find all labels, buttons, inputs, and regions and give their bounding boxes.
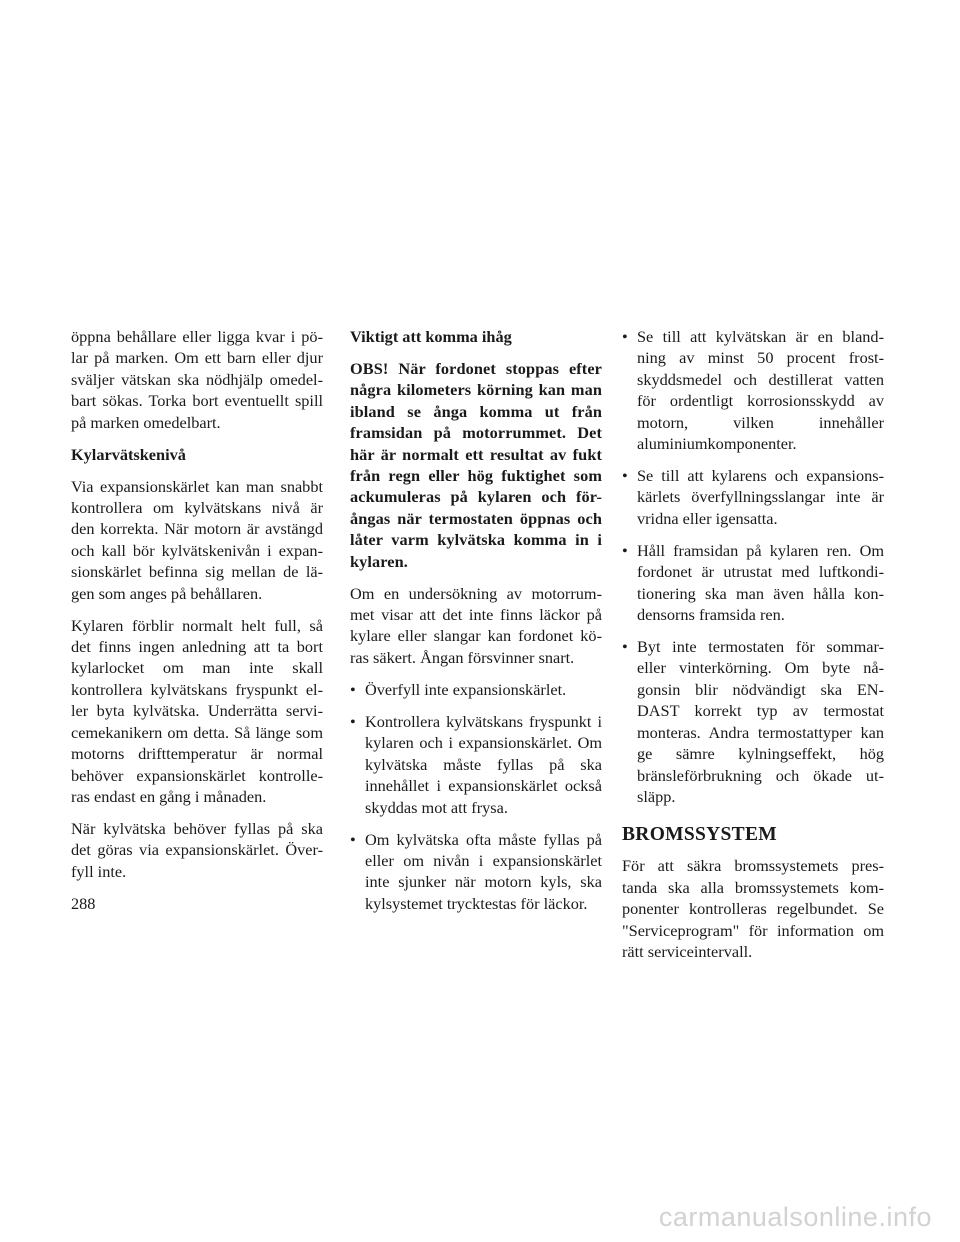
bullet-icon: • bbox=[622, 327, 628, 346]
list-item: • Se till att kylarens och expansions- kärlets överfyllningsslangar inte är vridna eller igensatta. bbox=[622, 466, 884, 528]
bullet-icon: • bbox=[350, 829, 356, 849]
watermark: carmanualsonline.info bbox=[658, 1202, 932, 1232]
list-item: • Kontrollera kylvätskans fryspunkt i kylaren och i expansionskärlet. Om kylvätska måste fyllas på ska innehållet i expansionskärlet också skyddas mot att frysa. bbox=[350, 711, 602, 817]
page-number: 288 bbox=[71, 894, 96, 913]
list-item: • Överfyll inte expansionskärlet. bbox=[350, 679, 567, 699]
paragraph-brakes: För att säkra bromssystemets pres- tanda ska alla bromssystemets kom- ponenter kontrolleras regelbundet. Se "Serviceprogram" för information om rätt serviceintervall. bbox=[622, 856, 884, 961]
paragraph-expansion-tank: Via expansionskärlet kan man snabbt kontrollera om kylvätskans nivå är den korrekta. När motorn är avstängd och kall bör kylvätskenivån i expan- sionskärlet befinna sig mellan de lä- gen som anges på behållaren. bbox=[71, 476, 323, 603]
bullet-list-right bbox=[622, 326, 884, 807]
heading-coolant-level: Kylarvätskenivå bbox=[71, 444, 186, 464]
column-right bbox=[622, 326, 884, 973]
paragraph-refill: När kylvätska behöver fyllas på ska det göras via expansionskärlet. Över- fyll inte. bbox=[71, 818, 323, 881]
bullet-icon: • bbox=[350, 679, 356, 699]
note-steam: OBS! När fordonet stoppas efter några kilometers körning kan man ibland se ånga komma ut från framsidan på motorrummet. Det här är normalt ett resultat av fukt från regn eller hög fuktighet som ackumuleras på kylaren och för- ångas när termostaten öppnas och låter varm kylvätska komma in i kylaren. bbox=[350, 359, 602, 571]
bullet-icon: • bbox=[622, 466, 628, 486]
bullet-list-middle bbox=[350, 679, 602, 914]
paragraph-inspection: Om en undersökning av motorrum- met visar att det inte finns läckor på kylare eller slangar kan fordonet kö- ras säkert. Ångan försvinner snart. bbox=[350, 583, 602, 667]
list-item: • Om kylvätska ofta måste fyllas på eller om nivån i expansionskärlet inte sjunker när motorn kyls, ska kylsystemet trycktestas för läckor. bbox=[350, 829, 602, 913]
list-item: • Håll framsidan på kylaren ren. Om fordonet är utrustat med luftkondi- tionering ska man även hålla kon- densorns framsida ren. bbox=[622, 540, 884, 625]
heading-important: Viktigt att komma ihåg bbox=[350, 327, 512, 346]
paragraph-spill-warning: öppna behållare eller ligga kvar i pö- lar på marken. Om ett barn eller djur sväljer vätskan ska nödhjälp omedel- bart sökas. Torka bort eventuellt spill på marken omedelbart. bbox=[71, 327, 323, 432]
list-item: • Byt inte termostaten för sommar- eller vinterkörning. Om byte nå- gonsin blir nödvändigt ska EN- DAST korrekt typ av termostat monteras. Andra termostattyper kan ge sämre kylningseffekt, hög bränsleförbrukning och ökade ut- släpp. bbox=[622, 637, 884, 806]
list-item: • Se till att kylvätskan är en bland- ning av minst 50 procent frost- skyddsmedel och destillerat vatten för ordentligt korrosionsskydd av motorn, vilken innehåller aluminiumkomponenter. bbox=[622, 327, 884, 454]
section-title-brakes: BROMSSYSTEM bbox=[622, 824, 777, 846]
column-middle bbox=[350, 326, 602, 925]
column-left bbox=[71, 326, 323, 893]
bullet-icon: • bbox=[622, 637, 628, 657]
bullet-icon: • bbox=[622, 540, 628, 560]
paragraph-radiator-full: Kylaren förblir normalt helt full, så det finns ingen anledning att ta bort kylarlocket om man inte skall kontrollera kylvätskans fryspunkt el- ler byta kylvätska. Underrätta servi- cemekanikern om detta. Så länge som motorns drifttemperatur är normal behöver expansionskärlet kontrolle- ras endast en gång i månaden. bbox=[71, 615, 323, 806]
bullet-icon: • bbox=[350, 711, 356, 731]
